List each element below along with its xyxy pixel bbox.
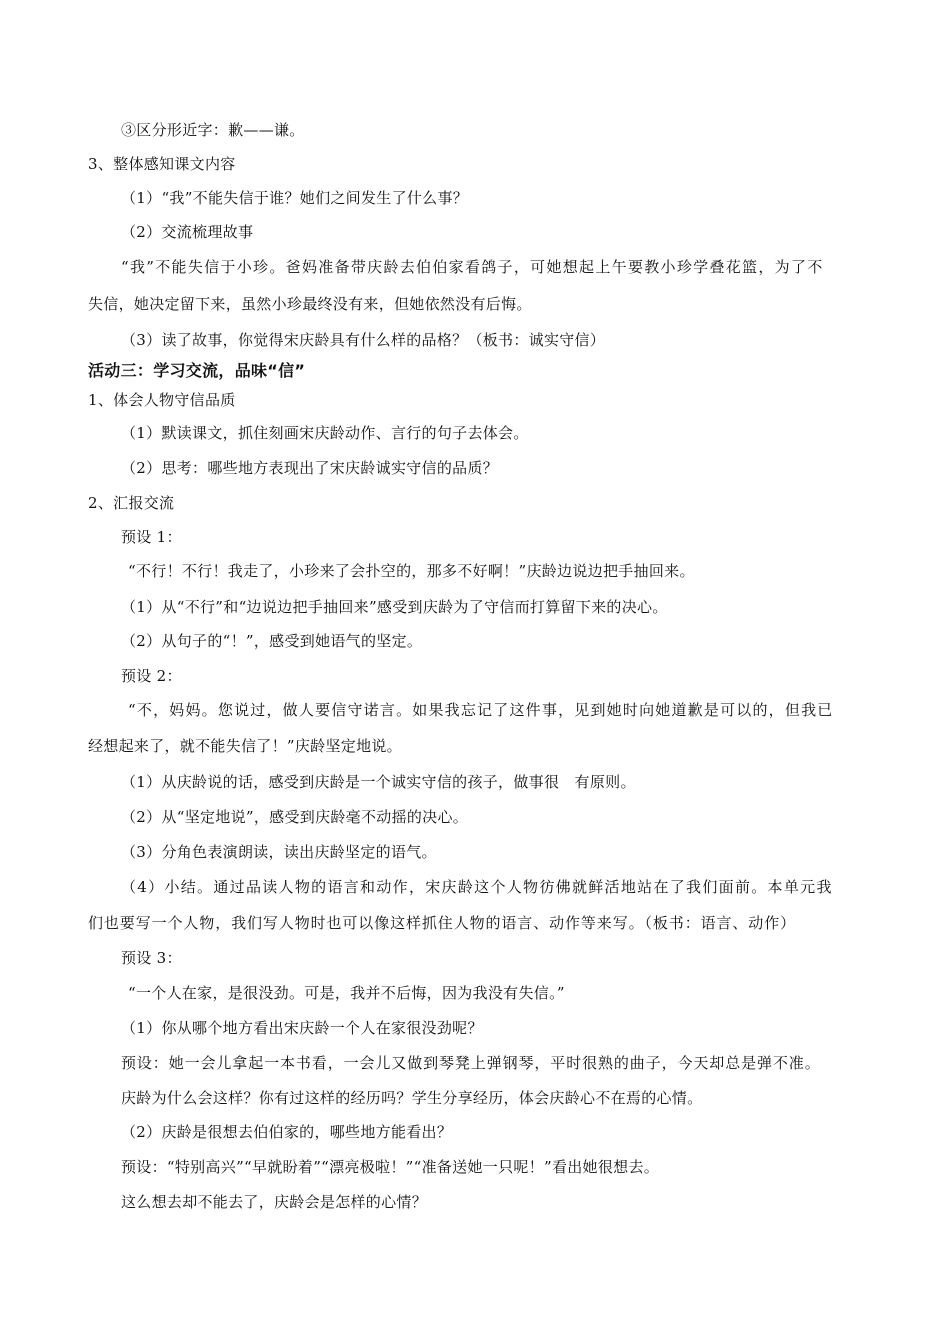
text-line: 预设：“特别高兴”“早就盼着”“漂亮极啦！”“准备送她一只呢！”看出她很想去。 xyxy=(121,1158,660,1176)
text-line: 失信，她决定留下来，虽然小珍最终没有来，但她依然没有后悔。 xyxy=(88,295,532,313)
text-line: “我”不能失信于小珍。爸妈准备带庆龄去伯伯家看鸽子，可她想起上午要教小珍学叠花篮，为了不 xyxy=(121,258,824,276)
text-line: （3）读了故事，你觉得宋庆龄具有什么样的品格？（板书：诚实守信） xyxy=(121,331,606,349)
text-line: （1）从庆龄说的话，感受到庆龄是一个诚实守信的孩子，做事很 有原则。 xyxy=(121,773,636,791)
activity-heading: 活动三：学习交流，品味“信” xyxy=(88,361,306,380)
text-line: （1）默读课文，抓住刻画宋庆龄动作、言行的句子去体会。 xyxy=(121,424,529,442)
text-line: （1）你从哪个地方看出宋庆龄一个人在家很没劲呢？ xyxy=(121,1019,483,1037)
text-line: （2）从句子的“！”，感受到她语气的坚定。 xyxy=(121,632,423,650)
preset-label: 预设 3： xyxy=(121,949,182,967)
preset-label: 预设 2： xyxy=(121,667,182,685)
quote-line: 经想起来了，就不能失信了！”庆龄坚定地说。 xyxy=(88,737,402,755)
section-heading: 3、整体感知课文内容 xyxy=(88,155,236,173)
quote-line: “一个人在家，是很没劲。可是，我并不后悔，因为我没有失信。” xyxy=(128,984,565,1002)
text-line: ③区分形近字：歉——谦。 xyxy=(121,121,305,139)
quote-line: “不行！不行！我走了，小珍来了会扑空的，那多不好啊！”庆龄边说边把手抽回来。 xyxy=(128,562,695,580)
text-line: （1）“我”不能失信于谁？她们之间发生了什么事？ xyxy=(121,189,469,207)
quote-line: “不，妈妈。您说过，做人要信守诺言。如果我忘记了这件事，见到她时向她道歉是可以的，但我已 xyxy=(128,701,834,719)
text-line: （2）交流梳理故事 xyxy=(121,223,254,241)
preset-label: 预设 1： xyxy=(121,528,182,546)
text-line: 庆龄为什么会这样？你有过这样的经历吗？学生分享经历，体会庆龄心不在焉的心情。 xyxy=(121,1089,703,1107)
text-line: （3）分角色表演朗读，读出庆龄坚定的语气。 xyxy=(121,843,437,861)
text-line: （2）庆龄是很想去伯伯家的，哪些地方能看出？ xyxy=(121,1123,453,1141)
text-line: （1）从“不行”和“边说边把手抽回来”感受到庆龄为了守信而打算留下来的决心。 xyxy=(121,598,668,616)
text-line: 这么想去却不能去了，庆龄会是怎样的心情？ xyxy=(121,1193,428,1211)
text-line: 预设：她一会儿拿起一本书看，一会儿又做到琴凳上弹钢琴，平时很熟的曲子，今天却总是弹不准。 xyxy=(121,1054,821,1072)
section-heading: 1、体会人物守信品质 xyxy=(88,391,236,409)
text-line: 们也要写一个人物，我们写人物时也可以像这样抓住人物的语言、动作等来写。（板书：语言、动作） xyxy=(88,914,797,932)
text-line: （2）思考：哪些地方表现出了宋庆龄诚实守信的品质？ xyxy=(121,459,499,477)
text-line: （2）从“坚定地说”，感受到庆龄毫不动摇的决心。 xyxy=(121,808,469,826)
section-heading: 2、汇报交流 xyxy=(88,494,175,512)
text-line: （4）小结。通过品读人物的语言和动作，宋庆龄这个人物彷佛就鲜活地站在了我们面前。本单元我 xyxy=(121,878,833,896)
